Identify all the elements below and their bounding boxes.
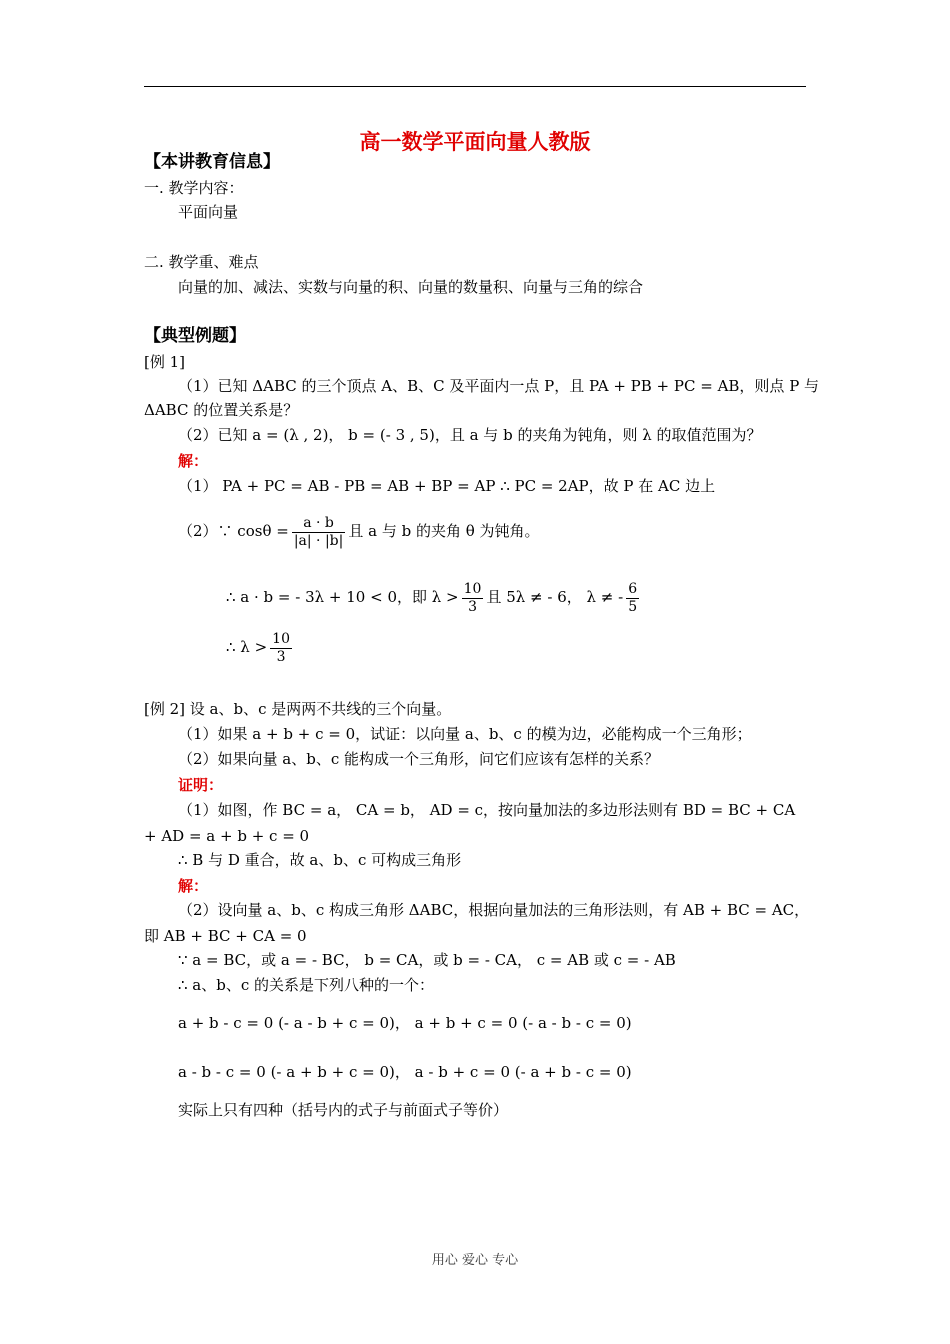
example2-question2: （2）如果向量 a、b、c 能构成一个三角形，问它们应该有怎样的关系？ xyxy=(178,750,660,768)
example1-solution1: （1） PA + PC = AB - PB = AB + BP = AP ∴ PC = 2AP，故 P 在 AC 边上 xyxy=(178,477,716,495)
fraction-6-5 xyxy=(626,581,639,616)
cos-suffix: 且 a 与 b 的夹角 θ 为钝角。 xyxy=(348,522,540,540)
header-rule xyxy=(144,86,806,87)
example2-conclusion: 实际上只有四种（括号内的式子与前面式子等价） xyxy=(178,1101,509,1119)
example2-intro: [例 2] 设 a、b、c 是两两不共线的三个向量。 xyxy=(144,700,452,718)
page-footer: 用心 爱心 专心 xyxy=(431,1253,519,1268)
item1-label: 一. 教学内容： xyxy=(144,179,244,197)
example1-label: [例 1] xyxy=(144,353,186,371)
fraction-10-3-result xyxy=(270,631,292,666)
example2-solution-line2: 即 AB + BC + CA = 0 xyxy=(144,927,307,945)
item1-text: 平面向量 xyxy=(178,203,239,221)
fraction-numerator: 6 xyxy=(628,580,638,597)
section-heading-info: 【本讲教育信息】 xyxy=(144,152,280,172)
fraction-denominator: 5 xyxy=(628,598,638,615)
example1-solution-label: 解： xyxy=(178,452,209,470)
example2-proof-line1: （1）如图，作 BC = a， CA = b， AD = c，按向量加法的多边形法则有 BD = BC + CA xyxy=(178,801,796,819)
example2-equations-row1: a + b - c = 0 (- a - b + c = 0)， a + b + c = 0 (- a - b - c = 0) xyxy=(178,1014,632,1032)
lambda-condition: 且 5λ ≠ - 6， λ ≠ - xyxy=(486,588,624,606)
example1-solution3 xyxy=(226,574,642,620)
example1-question2: （2）已知 a = (λ , 2)， b = (- 3 , 5)，且 a 与 b 的夹角为钝角，则 λ 的取值范围为？ xyxy=(178,426,762,444)
example2-solution-line4: ∴ a、b、c 的关系是下列八种的一个： xyxy=(178,976,435,994)
cos-prefix: （2）∵ cosθ = xyxy=(178,522,289,540)
example2-solution-line1: （2）设向量 a、b、c 构成三角形 ΔABC，根据向量加法的三角形法则，有 AB + BC = AC， xyxy=(178,901,810,919)
example2-proof-label: 证明： xyxy=(178,776,224,794)
example2-solution-line3: ∵ a = BC，或 a = - BC， b = CA，或 b = - CA， c = AB 或 c = - AB xyxy=(178,951,676,969)
cos-fraction-denominator: |a| · |b| xyxy=(293,532,344,549)
example1-question1-line1: （1）已知 ΔABC 的三个顶点 A、B、C 及平面内一点 P，且 PA + PB + PC = AB，则点 P 与 xyxy=(178,377,820,395)
item2-text: 向量的加、减法、实数与向量的积、向量的数量积、向量与三角的综合 xyxy=(178,278,644,296)
example1-solution4 xyxy=(226,624,295,670)
page-title: 高一数学平面向量人教版 xyxy=(359,130,591,154)
fraction-denominator: 3 xyxy=(276,648,286,665)
section-heading-examples: 【典型例题】 xyxy=(144,326,246,346)
lambda-result-prefix: ∴ λ > xyxy=(226,638,268,656)
example1-solution2 xyxy=(178,506,540,556)
example2-solution-label: 解： xyxy=(178,877,209,895)
example2-question1: （1）如果 a + b + c = 0，试证：以向量 a、b、c 的模为边，必能构成一个三角形； xyxy=(178,725,752,743)
item2-label: 二. 教学重、难点 xyxy=(144,253,259,271)
cos-fraction xyxy=(292,515,346,550)
fraction-numerator: 10 xyxy=(272,630,290,647)
fraction-10-3 xyxy=(462,581,484,616)
example2-equations-row2: a - b - c = 0 (- a + b + c = 0)， a - b + c = 0 (- a + b - c = 0) xyxy=(178,1063,632,1081)
example2-proof-line2: + AD = a + b + c = 0 xyxy=(144,827,310,845)
cos-fraction-numerator: a · b xyxy=(292,515,346,533)
example2-proof-line3: ∴ B 与 D 重合，故 a、b、c 可构成三角形 xyxy=(178,851,462,869)
fraction-numerator: 10 xyxy=(463,580,482,597)
fraction-denominator: 3 xyxy=(468,598,477,615)
dot-product-inequality: ∴ a · b = - 3λ + 10 < 0，即 λ > xyxy=(226,588,459,606)
example1-question1-line2: ΔABC 的位置关系是？ xyxy=(144,401,299,419)
